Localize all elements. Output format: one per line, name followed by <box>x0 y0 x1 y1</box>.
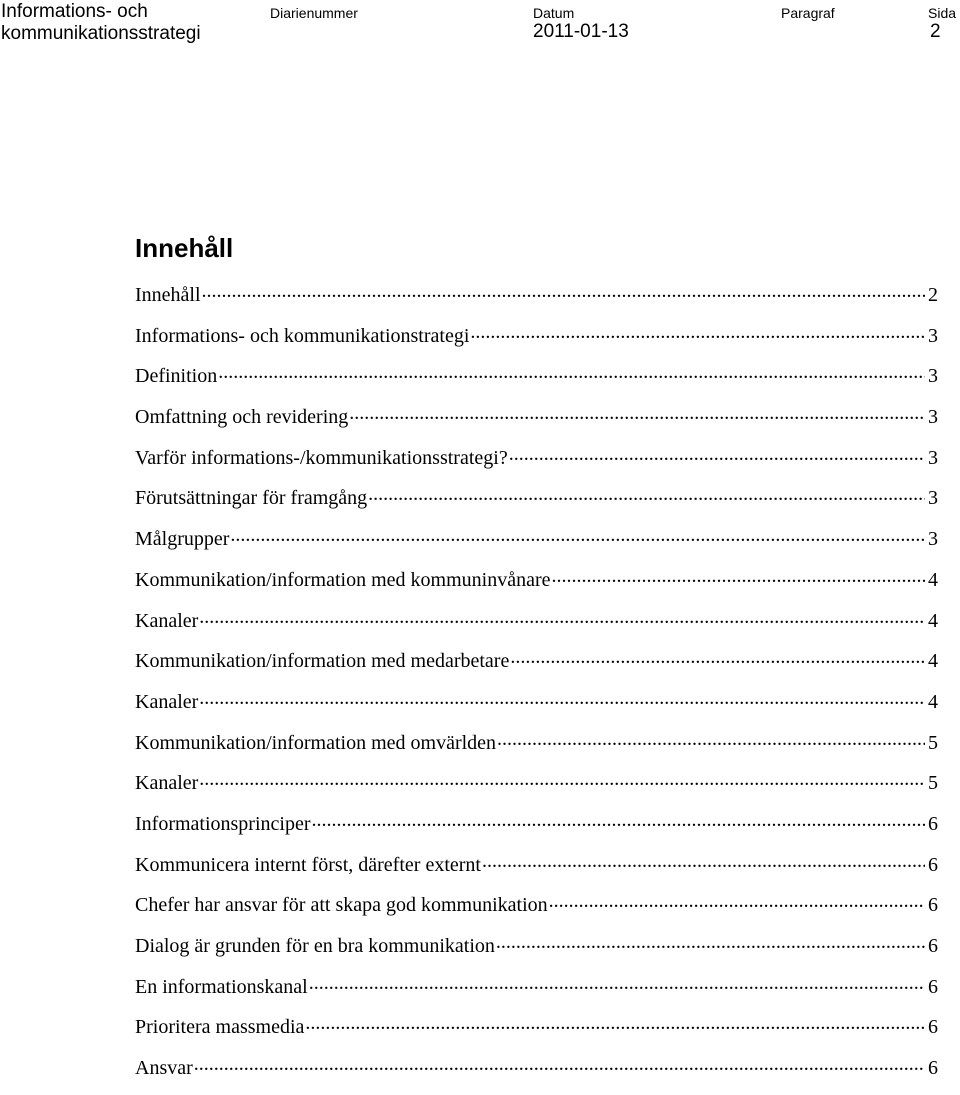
toc-dot-leader <box>470 322 925 342</box>
toc-entry[interactable] <box>135 810 938 851</box>
document-title <box>1 1 201 45</box>
toc-entry[interactable] <box>135 525 938 566</box>
toc-dot-leader <box>199 688 925 708</box>
toc-dot-leader <box>309 973 925 993</box>
toc-entry[interactable] <box>135 281 938 322</box>
toc-entry-page-number[interactable]: 4 <box>928 690 938 713</box>
toc-dot-leader <box>349 403 925 423</box>
toc-entry-title[interactable]: Dialog är grunden för en bra kommunikation <box>135 935 495 957</box>
sida-value: 2 <box>930 21 941 42</box>
toc-entry-title[interactable]: Kommunikation/information med omvärlden <box>135 731 497 754</box>
toc-entry-page-number[interactable]: 4 <box>928 650 938 673</box>
toc-entry-title[interactable]: Kanaler <box>135 772 199 795</box>
toc-entry-page-number[interactable]: 3 <box>928 365 938 388</box>
toc-entry-title[interactable]: Förutsättningar för framgång <box>135 487 368 510</box>
toc-entry-page-number[interactable]: 6 <box>928 894 938 917</box>
toc-entry[interactable] <box>135 1054 938 1095</box>
paragraf-label: Paragraf <box>781 5 835 21</box>
toc-entry-page-number[interactable]: 6 <box>928 812 938 835</box>
toc-dot-leader <box>199 769 925 789</box>
toc-entry[interactable] <box>135 851 938 892</box>
toc-entry[interactable] <box>135 647 938 688</box>
toc-dot-leader <box>368 484 925 504</box>
toc-entry-title[interactable]: Kommunikation/information med kommuninvånare <box>135 568 551 591</box>
toc-dot-leader <box>549 891 925 911</box>
toc-entry-title[interactable]: En informationskanal <box>135 975 308 998</box>
toc-entry-page-number[interactable]: 3 <box>928 324 938 347</box>
toc-entry-page-number[interactable]: 3 <box>928 487 938 510</box>
toc-dot-leader <box>305 1013 925 1033</box>
toc-entry[interactable] <box>135 973 938 1014</box>
toc-entry-page-number[interactable]: 3 <box>928 446 938 469</box>
toc-dot-leader <box>202 281 925 301</box>
toc-heading: Innehåll <box>135 233 234 263</box>
toc-entry[interactable] <box>135 688 938 729</box>
toc-entry[interactable] <box>135 484 938 525</box>
table-of-contents <box>135 281 938 1095</box>
toc-entry-page-number[interactable]: 6 <box>928 935 938 957</box>
toc-entry-title[interactable]: Varför informations-/kommunikationsstrategi? <box>135 446 508 469</box>
toc-entry[interactable] <box>135 932 938 973</box>
datum-value: 2011-01-13 <box>533 21 629 42</box>
toc-entry[interactable] <box>135 1013 938 1054</box>
document-title-line-1: Informations- och <box>1 1 148 22</box>
toc-entry-page-number[interactable]: 2 <box>928 284 938 306</box>
toc-entry[interactable] <box>135 444 938 485</box>
toc-entry-page-number[interactable]: 4 <box>928 609 938 632</box>
toc-dot-leader <box>312 810 926 830</box>
toc-entry[interactable] <box>135 566 938 607</box>
toc-entry-title[interactable]: Innehåll <box>135 284 201 306</box>
toc-entry[interactable] <box>135 362 938 403</box>
toc-entry-page-number[interactable]: 3 <box>928 528 938 551</box>
toc-entry-title[interactable]: Informations- och kommunikationstrategi <box>135 324 470 347</box>
toc-dot-leader <box>218 362 925 382</box>
toc-entry[interactable] <box>135 607 938 648</box>
sida-label: Sida <box>928 5 957 21</box>
toc-dot-leader <box>194 1054 925 1074</box>
toc-entry-page-number[interactable]: 6 <box>928 853 938 876</box>
toc-dot-leader <box>482 851 925 871</box>
toc-dot-leader <box>199 607 925 627</box>
toc-entry[interactable] <box>135 891 938 932</box>
toc-entry-title[interactable]: Kanaler <box>135 690 199 713</box>
toc-entry-page-number[interactable]: 6 <box>928 975 938 998</box>
toc-entry-title[interactable]: Chefer har ansvar för att skapa god kommunikation <box>135 894 548 917</box>
toc-dot-leader <box>230 525 925 545</box>
toc-dot-leader <box>496 932 925 952</box>
toc-entry-title[interactable]: Målgrupper <box>135 528 230 551</box>
datum-label: Datum <box>533 5 575 21</box>
toc-entry-page-number[interactable]: 4 <box>928 568 938 591</box>
toc-entry[interactable] <box>135 322 938 363</box>
toc-entry-title[interactable]: Kommunicera internt först, därefter externt <box>135 853 481 876</box>
toc-entry-page-number[interactable]: 5 <box>928 772 938 795</box>
toc-dot-leader <box>509 444 925 464</box>
document-title-line-2: kommunikationsstrategi <box>1 23 201 44</box>
toc-entry-title[interactable]: Prioritera massmedia <box>135 1016 305 1039</box>
toc-entry-title[interactable]: Definition <box>135 365 218 388</box>
diarienummer-label: Diarienummer <box>270 5 358 21</box>
toc-entry[interactable] <box>135 769 938 810</box>
toc-entry-page-number[interactable]: 6 <box>928 1016 938 1039</box>
toc-entry[interactable] <box>135 729 938 770</box>
toc-entry[interactable] <box>135 403 938 444</box>
toc-dot-leader <box>510 647 925 667</box>
toc-entry-page-number[interactable]: 5 <box>928 731 938 754</box>
toc-dot-leader <box>497 729 925 749</box>
toc-entry-title[interactable]: Omfattning och revidering <box>135 406 349 429</box>
toc-entry-title[interactable]: Informationsprinciper <box>135 812 311 835</box>
toc-entry-title[interactable]: Ansvar <box>135 1057 193 1080</box>
toc-entry-title[interactable]: Kommunikation/information med medarbetare <box>135 650 510 673</box>
toc-entry-page-number[interactable]: 3 <box>928 406 938 429</box>
toc-entry-page-number[interactable]: 6 <box>928 1057 938 1080</box>
toc-entry-title[interactable]: Kanaler <box>135 609 199 632</box>
toc-dot-leader <box>551 566 925 586</box>
